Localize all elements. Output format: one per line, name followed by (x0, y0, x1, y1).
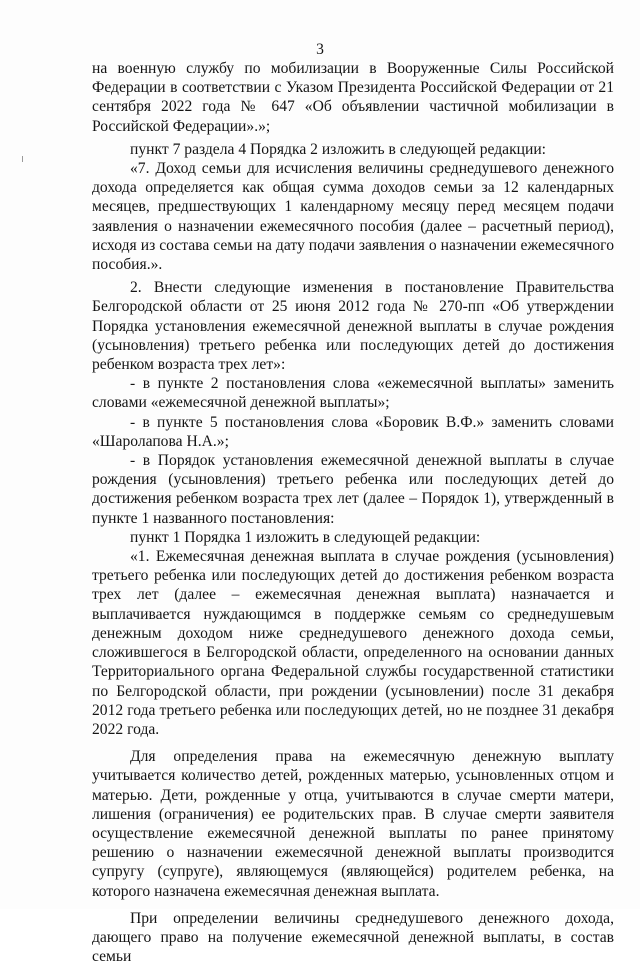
margin-mark (22, 156, 23, 162)
paragraph-item-1-instruction: пункт 1 Порядка 1 изложить в следующей редакции: (130, 528, 481, 546)
page-number: 3 (316, 41, 324, 58)
paragraph-item-7-instruction: пункт 7 раздела 4 Порядка 2 изложить в следующей редакции: (130, 140, 547, 158)
paragraph-item-7-text: «7. Доход семьи для исчисления величины среднедушевого денежного дохода определяется как общая сумма доходов семьи за 12 календарных месяцев, предшествующих 1 календарному месяцу перед месяцем подачи заявления о назначении ежемесячного пособия (далее – расчетный период), исходя из состава семьи на дату подачи заявления о назначении ежемесячного пособия.». (92, 160, 614, 274)
paragraph-eligibility: Для определения права на ежемесячную денежную выплату учитывается количество детей, рожденных матерью, усыновленных отцом и матерью. Дети, рожденные у отца, учитываются в случае смерти матери, лишения (ограничения) ее родительских прав. В случае смерти заявителя осуществление ежемесячной денежной выплаты по ранее принятому решению о назначении ежемесячной денежной выплаты производится супругу (супруге), являющемуся (являющейся) родителем ребенка, на которого назначена ежемесячная денежная выплата. (92, 748, 614, 900)
document-body (92, 59, 614, 966)
paragraph-continuation: на военную службу по мобилизации в Вооруженные Силы Российской Федерации в соответствии с Указом Президента Российской Федерации от 21 сентября 2022 года № 647 «Об объявлении частичной мобилизации в Российской Федерации».»; (92, 60, 614, 135)
paragraph-dash-procedure: - в Порядок установления ежемесячной денежной выплаты в случае рождения (усыновления) третьего ребенка или последующих детей до достижения ребенком возраста трех лет (далее – Порядок 1), утвержденный в пункте 1 названного постановления: (92, 452, 614, 527)
paragraph-item-1-text: «1. Ежемесячная денежная выплата в случае рождения (усыновления) третьего ребенка или последующих детей до достижения ребенком возраста трех лет (далее – ежемесячная денежная выплата) назначается и выплачивается нуждающимся в поддержке семьям со среднедушевым денежным доходом ниже среднедушевого денежного дохода семьи, сложившегося в Белгородской области, определенного на основании данных Территориального органа Федеральной службы государственной статистики по Белгородской области, при рождении (усыновлении) после 31 декабря 2012 года третьего ребенка или последующих детей, но не позднее 31 декабря 2022 года. (92, 548, 614, 738)
paragraph-dash-point-5: - в пункте 5 постановления слова «Боровик В.Ф.» заменить словами «Шаролапова Н.А.»; (92, 413, 614, 450)
paragraph-section-2: 2. Внести следующие изменения в постановление Правительства Белгородской области от 25 июня 2012 года № 270-пп «Об утверждении Порядка установления ежемесячной денежной выплаты в случае рождения (усыновления) третьего ребенка или последующих детей до достижения ребенком возраста трех лет»: (92, 279, 614, 374)
paragraph-dash-point-2: - в пункте 2 постановления слова «ежемесячной выплаты» заменить словами «ежемесячной денежной выплаты»; (92, 375, 614, 412)
paragraph-income-calculation: При определении величины среднедушевого денежного дохода, дающего право на получение ежемесячной денежной выплаты, в состав семьи (92, 909, 614, 966)
